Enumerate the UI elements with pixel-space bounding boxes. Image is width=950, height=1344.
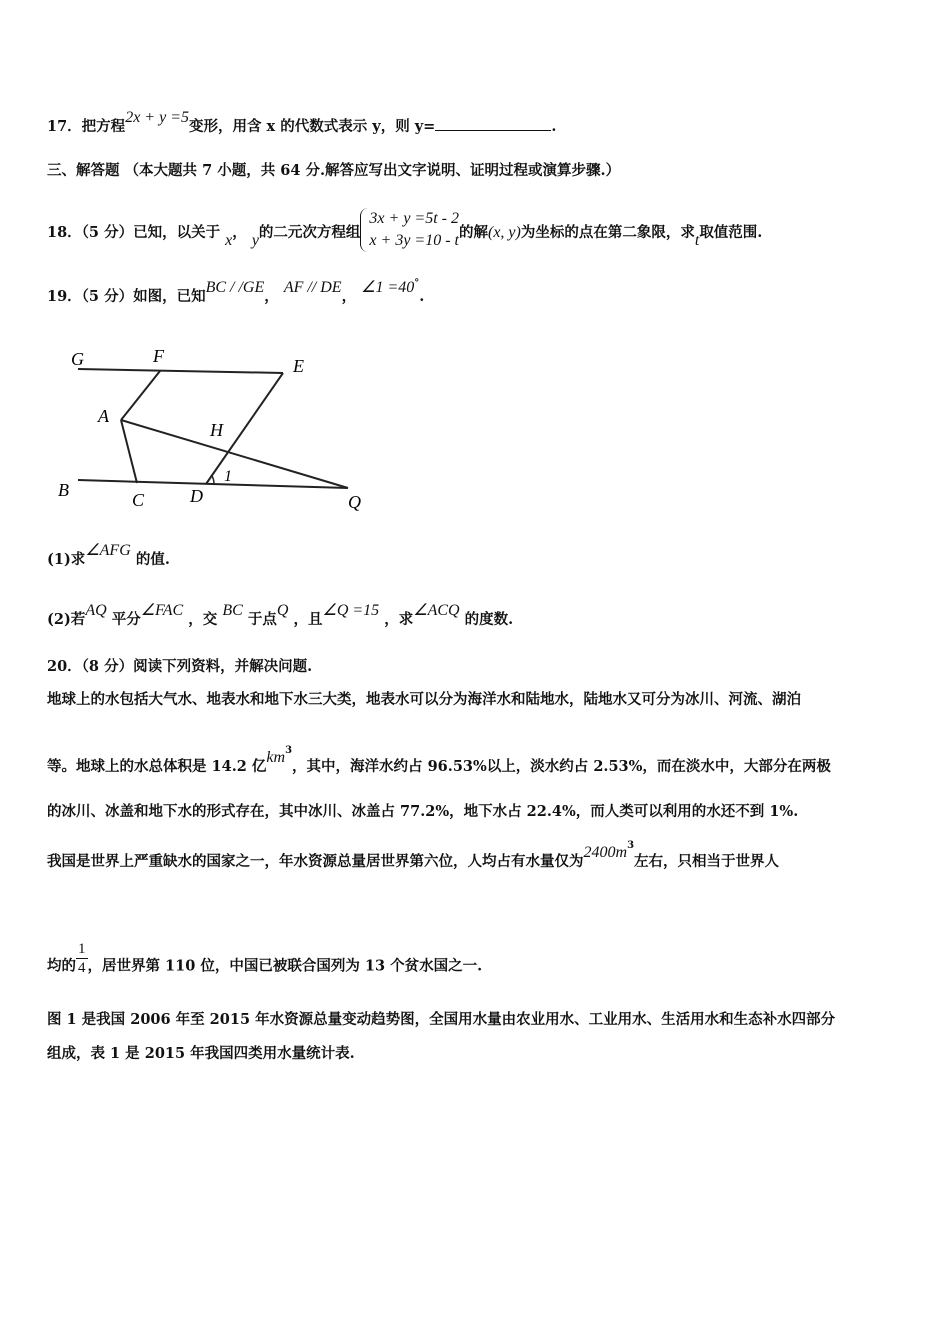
q18-point: (x, y) bbox=[488, 224, 521, 241]
question-18 bbox=[47, 211, 762, 255]
q19-sep2: ， bbox=[341, 287, 357, 305]
section-title: 三、解答题 （本大题共 7 小题，共 64 分.解答应写出文字说明、证明过程或演算步骤.） bbox=[47, 162, 621, 179]
label-F: F bbox=[153, 346, 164, 366]
geometry-figure bbox=[48, 338, 378, 518]
answer-blank bbox=[435, 115, 551, 131]
q18-text2: 的二元次方程组 bbox=[258, 224, 361, 241]
q19-2-t5: ，求 bbox=[384, 611, 414, 628]
q19-2-t2: ，交 bbox=[188, 611, 218, 628]
label-E: E bbox=[293, 356, 304, 376]
q19-2-bc: BC bbox=[222, 602, 243, 619]
q19-1-end: 的值. bbox=[135, 551, 170, 568]
equation-system bbox=[360, 208, 459, 252]
question-19-part-1 bbox=[47, 542, 170, 570]
q19-2-acq: ∠ACQ bbox=[413, 602, 460, 619]
label-A: A bbox=[98, 406, 109, 426]
question-17 bbox=[47, 109, 557, 137]
q19-2-t4: ，且 bbox=[293, 611, 323, 628]
q18-label: 18．（5 分）已知，以关于 bbox=[47, 224, 221, 241]
volume-exp: 3 bbox=[627, 840, 635, 851]
q18-text4: 为坐标的点在第二象限，求 bbox=[520, 224, 695, 241]
fraction-numerator: 1 bbox=[78, 941, 86, 957]
q20-para-6: 图 1 是我国 2006 年至 2015 年水资源总量变动趋势图，全国用水量由农业用水、工业用水、生活用水和生态补水四部分 bbox=[47, 1011, 836, 1028]
segment-AF bbox=[121, 371, 160, 420]
line-GE bbox=[78, 369, 283, 373]
q17-text: 变形，用含 x 的代数式表示 y，则 y= bbox=[188, 118, 436, 135]
q19-2-label: (2)若 bbox=[47, 611, 86, 628]
q20-para-2 bbox=[47, 745, 831, 777]
segment-AC bbox=[121, 420, 137, 483]
q17-label: 17．把方程 bbox=[47, 118, 126, 135]
q20-para-4 bbox=[47, 840, 780, 872]
q18-text5: 取值范围. bbox=[699, 224, 763, 241]
q19-label: 19．（5 分）如图，已知 bbox=[47, 287, 206, 305]
q19-condition-2: AF // DE bbox=[283, 278, 342, 296]
q18-var-t: t bbox=[694, 232, 700, 249]
unit-km-exp: 3 bbox=[285, 745, 293, 756]
q19-2-t6: 的度数. bbox=[464, 611, 514, 628]
unit-km: km bbox=[266, 748, 286, 766]
fraction-one-quarter bbox=[76, 940, 88, 977]
segment-AQ bbox=[121, 420, 348, 488]
volume-value: 2400m bbox=[583, 843, 628, 861]
question-19 bbox=[47, 278, 425, 307]
label-H: H bbox=[210, 420, 223, 440]
q19-sep1: ， bbox=[264, 287, 279, 305]
label-G: G bbox=[71, 349, 84, 369]
q19-end: . bbox=[419, 287, 425, 305]
q20-p5b: ，居世界第 110 位，中国已被联合国列为 13 个贫水国之一. bbox=[87, 957, 483, 975]
q19-2-fac: ∠FAC bbox=[140, 602, 184, 619]
q20-p5a: 均的 bbox=[47, 957, 76, 975]
label-Q: Q bbox=[348, 492, 361, 512]
q20-para-3: 的冰川、冰盖和地下水的形式存在，其中冰川、冰盖占 77.2%，地下水占 22.4%，而人类可以利用的水还不到 1%. bbox=[47, 803, 799, 820]
q20-p2b: ，其中，海洋水约占 96.53%以上，淡水约占 2.53%，而在淡水中，大部分在两极 bbox=[292, 757, 831, 775]
equation-2: x + 3y =10 - t bbox=[369, 232, 459, 249]
q19-1-angle: ∠AFG bbox=[85, 542, 131, 559]
q19-2-t1: 平分 bbox=[111, 611, 141, 628]
q19-2-q: Q bbox=[276, 602, 289, 619]
q19-condition-1: BC / /GE bbox=[205, 278, 265, 296]
q20-p2a: 等。地球上的水总体积是 14.2 亿 bbox=[47, 757, 267, 775]
line-BQ bbox=[78, 480, 348, 488]
label-C: C bbox=[132, 490, 145, 510]
q17-end: . bbox=[551, 118, 557, 135]
q19-1-label: (1)求 bbox=[47, 551, 86, 568]
q18-var-y: y bbox=[251, 232, 259, 249]
q20-p4b: 左右，只相当于世界人 bbox=[634, 852, 780, 870]
q19-2-aq: AQ bbox=[85, 602, 107, 619]
q19-2-angle-q: ∠Q =15 bbox=[322, 602, 380, 619]
q20-para-1: 地球上的水包括大气水、地表水和地下水三大类，地表水可以分为海洋水和陆地水，陆地水又可分为冰川、河流、湖泊 bbox=[47, 691, 801, 708]
label-angle-1: 1 bbox=[224, 468, 232, 485]
question-19-part-2 bbox=[47, 602, 514, 630]
question-20: 20．（8 分）阅读下列资料，并解决问题. bbox=[47, 658, 313, 675]
equation-1: 3x + y =5t - 2 bbox=[369, 210, 459, 227]
q18-comma: ， bbox=[232, 224, 247, 241]
label-D: D bbox=[190, 486, 203, 506]
q20-para-5 bbox=[47, 941, 483, 985]
degree-mark: ° bbox=[414, 278, 420, 289]
q19-2-t3: 于点 bbox=[247, 611, 277, 628]
q19-condition-3: ∠1 =40 bbox=[361, 278, 415, 296]
q20-para-7: 组成，表 1 是 2015 年我国四类用水量统计表. bbox=[47, 1045, 355, 1062]
angle-1-arc bbox=[211, 475, 214, 484]
q18-text3: 的解 bbox=[459, 224, 488, 241]
q20-p4a: 我国是世界上严重缺水的国家之一，年水资源总量居世界第六位，人均占有水量仅为 bbox=[47, 852, 584, 870]
q17-equation: 2x + y =5 bbox=[125, 109, 189, 126]
q18-var-x: x bbox=[225, 232, 233, 249]
label-B: B bbox=[58, 480, 69, 500]
fraction-denominator: 4 bbox=[78, 960, 86, 976]
